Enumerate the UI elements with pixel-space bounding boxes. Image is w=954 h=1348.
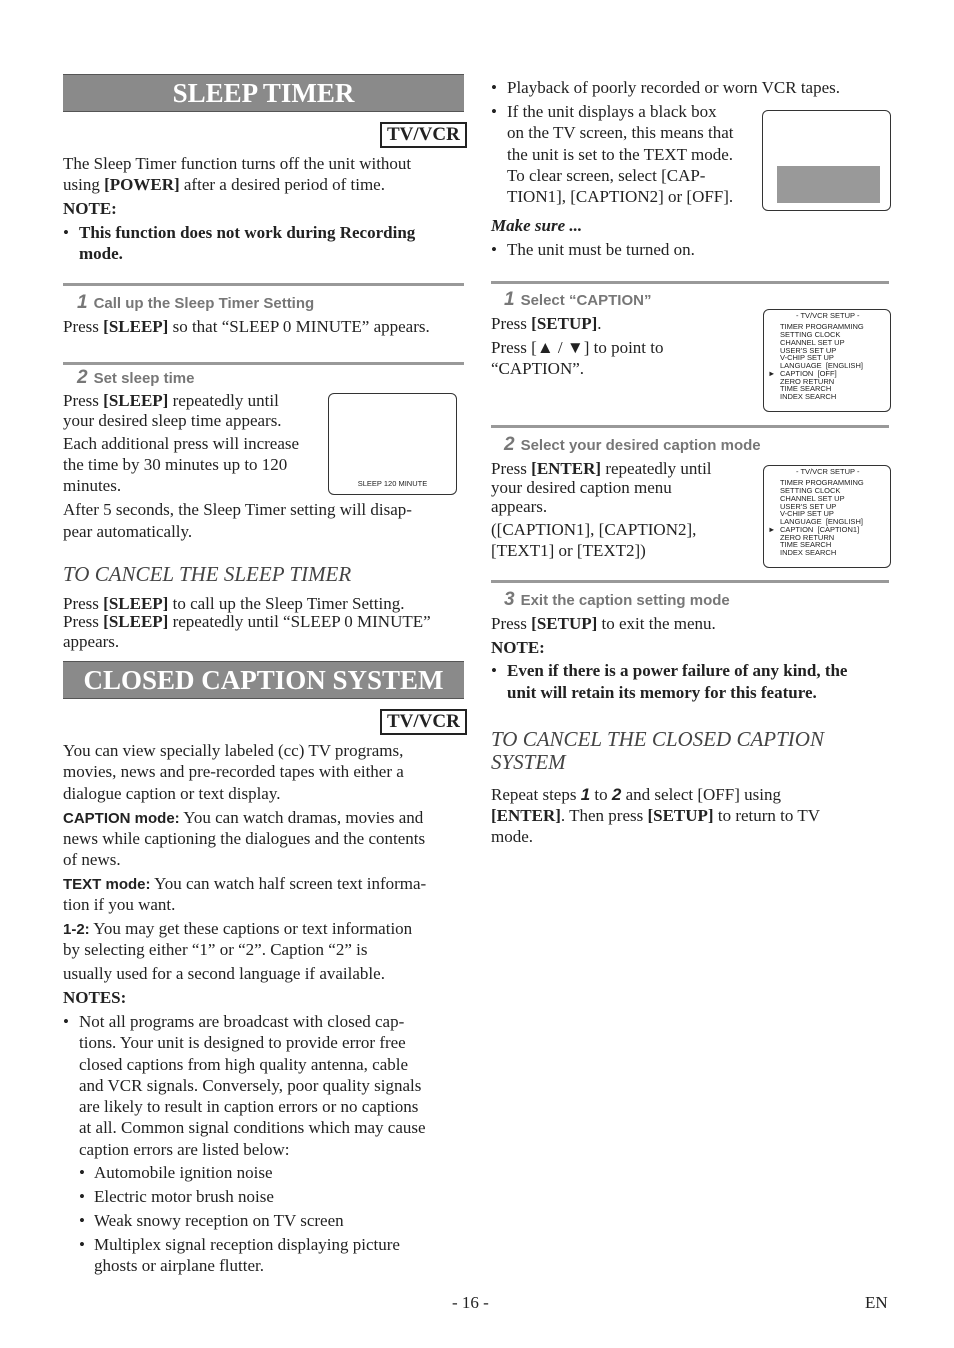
note-text: unit will retain its memory for this feature. <box>507 683 817 702</box>
bullet: • <box>491 78 497 97</box>
menu-item: CHANNEL SET UP <box>780 494 845 503</box>
cancel-sleep-heading: TO CANCEL THE SLEEP TIMER <box>63 562 352 586</box>
right-bullet: on the TV screen, this means that <box>507 123 734 142</box>
cancel-sleep-text: Press [SLEEP] repeatedly until “SLEEP 0 MINUTE” <box>63 612 431 631</box>
one-two-text: usually used for a second language if available. <box>63 964 385 983</box>
tv-screen-menu-1 <box>763 309 891 412</box>
bullet: • <box>79 1163 85 1182</box>
menu-item: TIME SEARCH <box>780 384 832 393</box>
notes-text: tions. Your unit is designed to provide error free <box>79 1033 406 1052</box>
notes-text: and VCR signals. Conversely, poor quality signals <box>79 1076 422 1095</box>
step-1-heading: 1 Call up the Sleep Timer Setting <box>77 292 315 313</box>
menu-item: CAPTION [OFF] <box>780 369 837 378</box>
cancel-caption-text: Repeat steps 1 to 2 and select [OFF] using <box>491 785 781 804</box>
sleep-timer-title: SLEEP TIMER <box>63 74 464 112</box>
right-bullet: Playback of poorly recorded or worn VCR tapes. <box>507 78 840 97</box>
menu-item: V-CHIP SET UP <box>780 353 834 362</box>
caption-step-3-heading: 3 Exit the caption setting mode <box>504 589 730 610</box>
cancel-caption-text: [ENTER]. Then press [SETUP] to return to TV <box>491 806 820 825</box>
right-bullet: To clear screen, select [CAP- <box>507 166 706 185</box>
sub-item: ghosts or airplane flutter. <box>94 1256 264 1275</box>
menu-cursor: ► <box>768 369 776 378</box>
notes-label: NOTES: <box>63 988 127 1007</box>
menu-item: SETTING CLOCK <box>780 330 841 339</box>
closed-caption-title: CLOSED CAPTION SYSTEM <box>63 661 464 699</box>
sleep-intro-line: using [POWER] after a desired period of time. <box>63 175 385 194</box>
caption-step-2-text: [TEXT1] or [TEXT2]) <box>491 541 646 560</box>
menu-item: ZERO RETURN <box>780 533 835 542</box>
make-sure-label: Make sure ... <box>491 216 583 235</box>
cc-intro: movies, news and pre-recorded tapes with either a <box>63 762 404 781</box>
menu-item: TIME SEARCH <box>780 540 832 549</box>
page-number: - 16 - <box>452 1293 489 1312</box>
notes-text: Not all programs are broadcast with closed cap- <box>79 1012 405 1031</box>
text-mode-text: tion if you want. <box>63 895 176 914</box>
caption-step-1-text: Press [▲ / ▼] to point to <box>491 338 664 357</box>
right-bullet: If the unit displays a black box <box>507 102 717 121</box>
cancel-caption-heading: SYSTEM <box>491 750 566 774</box>
menu-item: INDEX SEARCH <box>780 392 837 401</box>
step-2-text: Each additional press will increase <box>63 434 300 453</box>
right-bullet: the unit is set to the TEXT mode. <box>507 145 734 164</box>
text-mode-text: TEXT mode: You can watch half screen text informa- <box>63 874 427 893</box>
right-bullet: The unit must be turned on. <box>507 240 695 259</box>
bullet: • <box>491 661 497 680</box>
note-text: This function does not work during Recording <box>79 223 416 242</box>
caption-mode-text: news while captioning the dialogues and the contents <box>63 829 426 848</box>
sub-item: Weak snowy reception on TV screen <box>94 1211 344 1230</box>
notes-text: are likely to result in caption errors or no captions <box>79 1097 419 1116</box>
caption-step-1-text: Press [SETUP]. <box>491 314 602 333</box>
cancel-caption-text: mode. <box>491 827 534 846</box>
step-2-text: the time by 30 minutes up to 120 <box>63 455 288 474</box>
caption-step-1-heading: 1 Select “CAPTION” <box>504 289 652 310</box>
divider <box>63 283 464 286</box>
right-bullet: TION1], [CAPTION2] or [OFF]. <box>507 187 734 206</box>
bullet: • <box>79 1211 85 1230</box>
cancel-caption-heading: TO CANCEL THE CLOSED CAPTION <box>491 727 824 751</box>
caption-step-2-text: appears. <box>491 497 548 516</box>
divider <box>63 362 464 365</box>
menu-title: - TV/VCR SETUP - <box>796 467 860 476</box>
cc-intro: You can view specially labeled (cc) TV programs, <box>63 741 404 760</box>
language-code: EN <box>865 1293 888 1312</box>
step-2-text: Press [SLEEP] repeatedly until <box>63 391 279 410</box>
cancel-sleep-text: appears. <box>63 632 120 651</box>
sub-item: Electric motor brush noise <box>94 1187 274 1206</box>
step-2-text: pear automatically. <box>63 522 193 541</box>
black-box <box>777 166 880 203</box>
bullet: • <box>491 240 497 259</box>
caption-step-2-text: ([CAPTION1], [CAPTION2], <box>491 520 697 539</box>
bullet: • <box>63 223 69 242</box>
note-text: Even if there is a power failure of any kind, the <box>507 661 848 680</box>
one-two-text: by selecting either “1” or “2”. Caption “2” is <box>63 940 368 959</box>
tv-screen-black-box <box>762 110 891 211</box>
menu-item: CHANNEL SET UP <box>780 338 845 347</box>
tv-vcr-badge: TV/VCR <box>380 122 467 148</box>
one-two-text: 1-2: You may get these captions or text information <box>63 919 413 938</box>
step-2-text: minutes. <box>63 476 122 495</box>
tv-screen-sleep <box>328 393 457 495</box>
menu-item: USER'S SET UP <box>780 346 837 355</box>
menu-item: V-CHIP SET UP <box>780 509 834 518</box>
caption-mode-text: of news. <box>63 850 121 869</box>
menu-item: LANGUAGE [ENGLISH] <box>780 361 863 370</box>
menu-item: INDEX SEARCH <box>780 548 837 557</box>
menu-item: USER'S SET UP <box>780 502 837 511</box>
tv-screen-menu-2 <box>763 465 891 568</box>
tv-vcr-badge: TV/VCR <box>380 709 467 735</box>
menu-title: - TV/VCR SETUP - <box>796 311 860 320</box>
divider <box>491 580 889 583</box>
note-label: NOTE: <box>491 638 545 657</box>
caption-step-2-text: your desired caption menu <box>491 478 672 497</box>
menu-item: LANGUAGE [ENGLISH] <box>780 517 863 526</box>
bullet: • <box>491 102 497 121</box>
menu-item: SETTING CLOCK <box>780 486 841 495</box>
step-2-text: After 5 seconds, the Sleep Timer setting will disap- <box>63 500 412 519</box>
cc-intro: dialogue caption or text display. <box>63 784 281 803</box>
notes-text: at all. Common signal conditions which may cause <box>79 1118 426 1137</box>
divider <box>491 425 889 428</box>
divider <box>491 281 889 284</box>
sub-item: Multiplex signal reception displaying picture <box>94 1235 400 1254</box>
menu-cursor: ► <box>768 525 776 534</box>
menu-item: TIMER PROGRAMMING <box>780 322 864 331</box>
menu-item: CAPTION [CAPTION1] <box>780 525 860 534</box>
notes-text: caption errors are listed below: <box>79 1140 290 1159</box>
caption-step-2-heading: 2 Select your desired caption mode <box>504 434 761 455</box>
menu-item: ZERO RETURN <box>780 377 835 386</box>
cancel-sleep-text: Press [SLEEP] to call up the Sleep Timer Setting. <box>63 594 405 613</box>
menu-item: TIMER PROGRAMMING <box>780 478 864 487</box>
bullet: • <box>79 1187 85 1206</box>
caption-step-2-text: Press [ENTER] repeatedly until <box>491 459 712 478</box>
step-2-heading: 2 Set sleep time <box>77 367 195 388</box>
step-1-text: Press [SLEEP] so that “SLEEP 0 MINUTE” appears. <box>63 317 430 336</box>
step-2-text: your desired sleep time appears. <box>63 411 282 430</box>
note-text: mode. <box>79 244 123 263</box>
sleep-intro-line: The Sleep Timer function turns off the unit without <box>63 154 412 173</box>
notes-text: closed captions from high quality antenna, cable <box>79 1055 409 1074</box>
screen-text: SLEEP 120 MINUTE <box>357 479 428 488</box>
caption-step-3-text: Press [SETUP] to exit the menu. <box>491 614 716 633</box>
sub-item: Automobile ignition noise <box>94 1163 273 1182</box>
note-label: NOTE: <box>63 199 117 218</box>
bullet: • <box>63 1012 69 1031</box>
caption-mode-text: CAPTION mode: You can watch dramas, movies and <box>63 808 424 827</box>
caption-step-1-text: “CAPTION”. <box>491 359 585 378</box>
bullet: • <box>79 1235 85 1254</box>
